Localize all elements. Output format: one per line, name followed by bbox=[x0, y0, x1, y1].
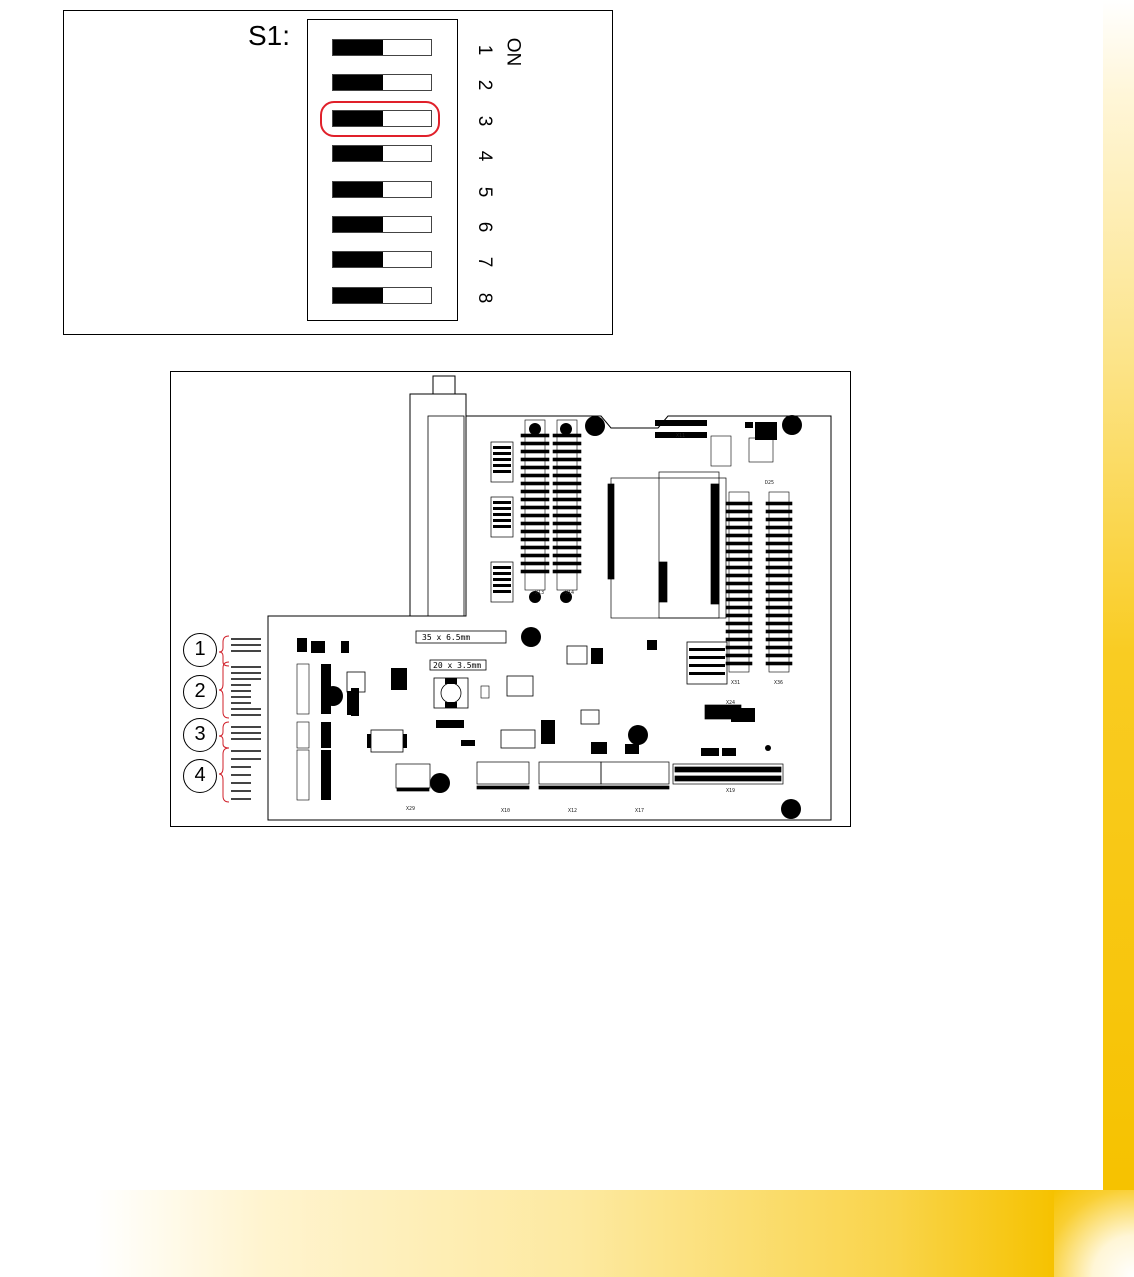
switch-5 bbox=[332, 181, 432, 198]
page-bottom-gradient-bar bbox=[0, 1190, 1054, 1277]
ref-label: X10 bbox=[501, 808, 511, 814]
switch-knob bbox=[333, 75, 383, 90]
callout-1: 1 bbox=[183, 633, 217, 667]
switch-label: S1: bbox=[248, 20, 291, 51]
dip-switch-panel bbox=[63, 10, 613, 335]
ref-label: X36 bbox=[774, 680, 784, 686]
ref-label: X29 bbox=[406, 806, 416, 812]
dimension-label: 20 x 3.5mm bbox=[433, 661, 482, 670]
switch-2 bbox=[332, 74, 432, 91]
dimension-box-small bbox=[430, 660, 486, 670]
ic-stack bbox=[491, 442, 513, 602]
connector-tab bbox=[433, 376, 455, 394]
dimension-box-large bbox=[416, 631, 506, 643]
mounting-hole bbox=[560, 423, 572, 435]
dimension-label: 35 x 6.5mm bbox=[422, 633, 471, 642]
ref-label: X19 bbox=[726, 788, 736, 794]
switch-number: 6 bbox=[474, 221, 495, 233]
connector-x31 bbox=[726, 492, 752, 672]
header-x13 bbox=[521, 420, 549, 590]
switch-knob bbox=[333, 252, 383, 267]
switch-knob bbox=[333, 288, 383, 303]
switch-number: 5 bbox=[474, 186, 495, 198]
middle-components bbox=[311, 640, 771, 756]
mounting-hole bbox=[430, 773, 450, 793]
callout-2: 2 bbox=[183, 675, 217, 709]
on-label: ON bbox=[502, 37, 524, 67]
pcb-layout-panel bbox=[170, 371, 851, 827]
ref-label: X24 bbox=[726, 700, 736, 706]
ref-label: D25 bbox=[765, 480, 775, 486]
pcb-drawing bbox=[171, 372, 850, 826]
switch-8 bbox=[332, 287, 432, 304]
connector-housing bbox=[410, 394, 466, 616]
switch-knob bbox=[333, 146, 383, 161]
ref-label: X12 bbox=[568, 808, 578, 814]
callout-4: 4 bbox=[183, 759, 217, 793]
mounting-hole bbox=[521, 627, 541, 647]
switch-6 bbox=[332, 216, 432, 233]
ref-label: X17 bbox=[635, 808, 645, 814]
switch-housing bbox=[307, 19, 458, 321]
left-component-column bbox=[297, 638, 359, 800]
switch-number: 8 bbox=[474, 292, 495, 304]
mounting-hole bbox=[628, 725, 648, 745]
switch-number: 3 bbox=[474, 115, 495, 127]
switch-number: 2 bbox=[474, 79, 495, 91]
switch-4 bbox=[332, 145, 432, 162]
switch-knob bbox=[333, 217, 383, 232]
mounting-hole bbox=[585, 416, 605, 436]
callout-3: 3 bbox=[183, 718, 217, 752]
ref-label: X11 bbox=[676, 433, 686, 439]
header-x14 bbox=[553, 420, 581, 590]
left-label-ticks bbox=[231, 638, 261, 800]
mounting-hole bbox=[782, 415, 802, 435]
switch-1 bbox=[332, 39, 432, 56]
page-corner-gradient bbox=[1054, 1190, 1134, 1277]
ref-label: X13 bbox=[535, 590, 545, 596]
mounting-hole bbox=[781, 799, 801, 819]
top-right-components bbox=[711, 422, 777, 466]
switch-knob bbox=[333, 40, 383, 55]
board-outline bbox=[268, 416, 831, 820]
processor-module bbox=[608, 472, 726, 618]
switch-knob bbox=[333, 182, 383, 197]
ref-label: X14 bbox=[565, 590, 575, 596]
mounting-hole bbox=[529, 423, 541, 435]
page-side-gradient-bar bbox=[1103, 0, 1134, 1190]
switch-number: 1 bbox=[474, 44, 495, 56]
connector-x36 bbox=[766, 492, 792, 672]
switch-number: 4 bbox=[474, 150, 495, 162]
switch-number: 7 bbox=[474, 256, 495, 268]
highlight-ring bbox=[320, 101, 440, 137]
callout-brackets bbox=[219, 636, 229, 802]
ref-label: X31 bbox=[731, 680, 741, 686]
switch-7 bbox=[332, 251, 432, 268]
